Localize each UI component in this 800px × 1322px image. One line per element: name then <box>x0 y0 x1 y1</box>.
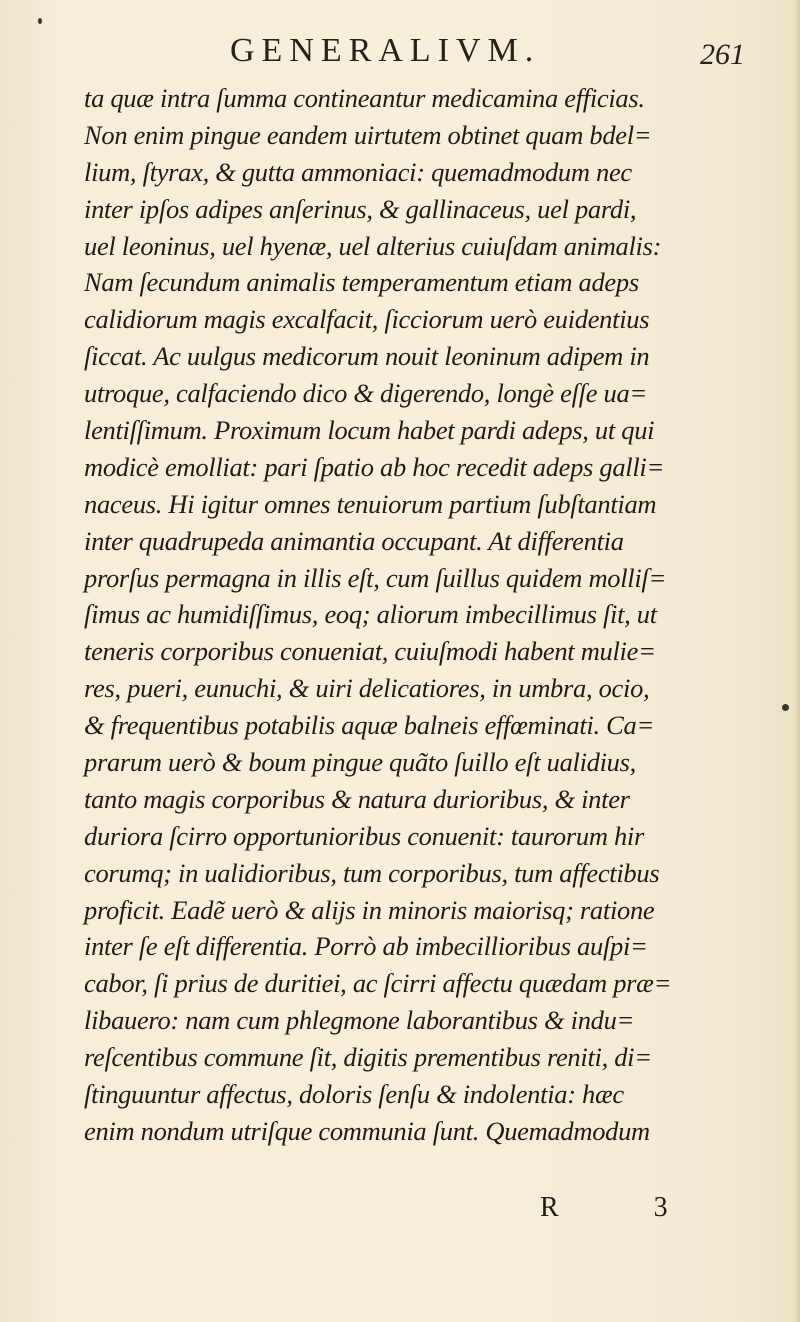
text-line: inter ipſos adipes anſerinus, & gallinaceus, uel pardi, <box>84 193 637 224</box>
text-line: duriora ſcirro opportunioribus conuenit: taurorum hir <box>84 820 645 851</box>
text-line: libauero: nam cum phlegmone laborantibus & indu= <box>84 1005 635 1036</box>
text-line: lentiſſimum. Proximum locum habet pardi adeps, ut qui <box>84 415 655 446</box>
text-line: proficit. Eadẽ uerò & alijs in minoris maiorisq; ratione <box>84 894 655 925</box>
text-line: cabor, ſi prius de duritiei, ac ſcirri affectu quædam præ= <box>84 968 672 999</box>
text-line: enim nondum utriſque communia ſunt. Quemadmodum <box>84 1115 650 1146</box>
text-line: modicè emolliat: pari ſpatio ab hoc recedit adeps galli= <box>84 451 665 482</box>
text-line: inter quadrupeda animantia occupant. At differentia <box>84 525 624 556</box>
text-line: utroque, calfaciendo dico & digerendo, longè eſſe ua= <box>84 378 648 409</box>
text-line: lium, ſtyrax, & gutta ammoniaci: quemadmodum nec <box>84 156 632 187</box>
body-text <box>84 80 724 1150</box>
text-line: ſimus ac humidiſſimus, eoq; aliorum imbecillimus ſit, ut <box>84 599 657 630</box>
running-title: GENERALIVM. <box>230 32 541 69</box>
text-line: naceus. Hi igitur omnes tenuiorum partium ſubſtantiam <box>84 488 657 519</box>
signature-mark: R 3 <box>540 1192 712 1223</box>
page-number: 261 <box>700 38 745 71</box>
ink-speck <box>782 704 789 711</box>
text-line: ta quæ intra ſumma contineantur medicamina efficias. <box>84 83 645 113</box>
text-line: uel leoninus, uel hyenæ, uel alterius cuiuſdam animalis: <box>84 230 662 261</box>
text-line: reſcentibus commune ſit, digitis prementibus reniti, di= <box>84 1042 652 1073</box>
text-line: teneris corporibus conueniat, cuiuſmodi habent mulie= <box>84 636 656 667</box>
page-edge-shadow <box>794 0 800 1322</box>
text-line: calidiorum magis excalfacit, ſicciorum uerò euidentius <box>84 304 650 335</box>
text-line: prarum uerò & boum pingue quãto ſuillo eſt ualidius, <box>84 747 636 778</box>
text-line: prorſus permagna in illis eſt, cum ſuillus quidem molliſ= <box>84 562 667 593</box>
text-line: corumq; in ualidioribus, tum corporibus, tum affectibus <box>84 857 660 888</box>
text-line: ſiccat. Ac uulgus medicorum nouit leoninum adipem in <box>84 341 650 372</box>
text-line: inter ſe eſt differentia. Porrò ab imbecillioribus auſpi= <box>84 931 648 962</box>
text-line: ſtinguuntur affectus, doloris ſenſu & indolentia: hæc <box>84 1079 624 1110</box>
text-line: Nam ſecundum animalis temperamentum etiam adeps <box>84 267 639 298</box>
ink-speck <box>38 18 42 24</box>
text-line: tanto magis corporibus & natura durioribus, & inter <box>84 783 630 814</box>
text-line: res, pueri, eunuchi, & uiri delicatiores, in umbra, ocio, <box>84 673 650 704</box>
text-line: & frequentibus potabilis aquæ balneis effœminati. Ca= <box>84 710 655 741</box>
text-line: Non enim pingue eandem uirtutem obtinet quam bdel= <box>84 119 652 150</box>
